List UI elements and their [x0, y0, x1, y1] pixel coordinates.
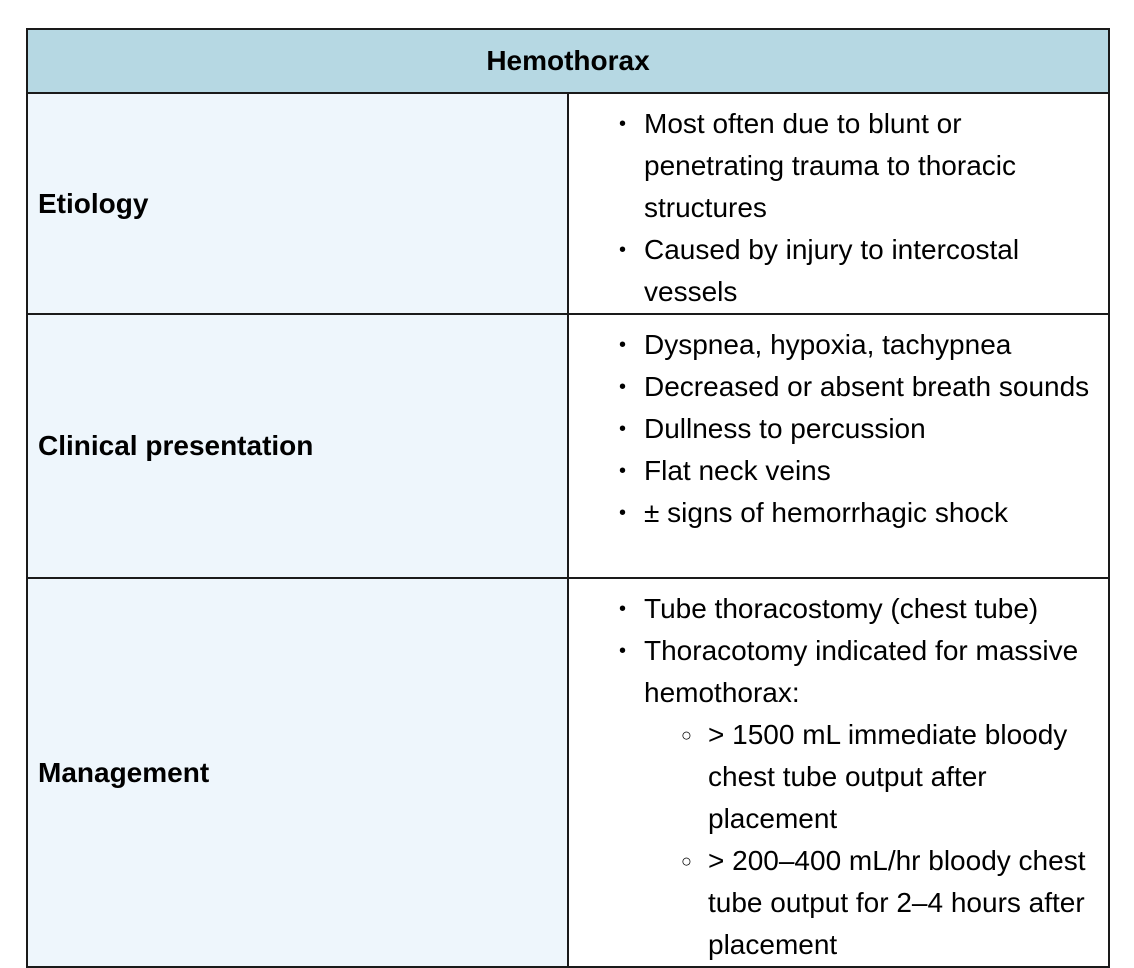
table-row-clinical-presentation: [27, 314, 1109, 578]
row-label-etiology: Etiology: [27, 93, 568, 314]
table-header-row: [27, 29, 1109, 93]
bullet-icon: •: [619, 334, 627, 356]
sub-bullet-list: [644, 714, 1098, 966]
list-item-text: Decreased or absent breath sounds: [644, 371, 1090, 402]
list-item-text: Flat neck veins: [644, 455, 831, 486]
sub-list-item-text: > 1500 mL immediate bloody chest tube output after placement: [708, 719, 1068, 834]
list-item: [569, 366, 1098, 408]
list-item-text: ± signs of hemorrhagic shock: [644, 497, 1008, 528]
row-label-management: Management: [27, 578, 568, 967]
row-content-etiology: [568, 93, 1109, 314]
row-label-clinical-presentation: Clinical presentation: [27, 314, 568, 578]
row-content-clinical-presentation: [568, 314, 1109, 578]
sub-list-item-text: > 200–400 mL/hr bloody chest tube output for 2–4 hours after placement: [708, 845, 1086, 960]
bullet-list: [569, 315, 1108, 534]
list-item-text: Thoracotomy indicated for massive hemothorax:: [644, 635, 1079, 708]
bullet-list: [569, 579, 1108, 966]
hemothorax-table: [26, 28, 1110, 968]
list-item: [569, 630, 1098, 966]
sub-list-item: [644, 714, 1098, 840]
list-item: [569, 492, 1098, 534]
list-item: [569, 450, 1098, 492]
bullet-icon: •: [619, 418, 627, 440]
list-item-text: Tube thoracostomy (chest tube): [644, 593, 1039, 624]
bullet-icon: •: [619, 113, 627, 135]
circle-bullet-icon: ○: [681, 725, 692, 745]
row-content-management: [568, 578, 1109, 967]
bullet-icon: •: [619, 376, 627, 398]
bullet-list: [569, 94, 1108, 313]
list-item-text: Dullness to percussion: [644, 413, 926, 444]
circle-bullet-icon: ○: [681, 851, 692, 871]
list-item-text: Most often due to blunt or penetrating trauma to thoracic structures: [644, 108, 1016, 223]
table-row-management: [27, 578, 1109, 967]
list-item-text: Caused by injury to intercostal vessels: [644, 234, 1020, 307]
bullet-icon: •: [619, 502, 627, 524]
table-row-etiology: [27, 93, 1109, 314]
table-title: Hemothorax: [27, 29, 1109, 93]
list-item: [569, 103, 1098, 229]
list-item: [569, 408, 1098, 450]
bullet-icon: •: [619, 640, 627, 662]
list-item: [569, 588, 1098, 630]
sub-list-item: [644, 840, 1098, 966]
bullet-icon: •: [619, 460, 627, 482]
list-item: [569, 324, 1098, 366]
bullet-icon: •: [619, 598, 627, 620]
bullet-icon: •: [619, 239, 627, 261]
list-item: [569, 229, 1098, 313]
list-item-text: Dyspnea, hypoxia, tachypnea: [644, 329, 1012, 360]
